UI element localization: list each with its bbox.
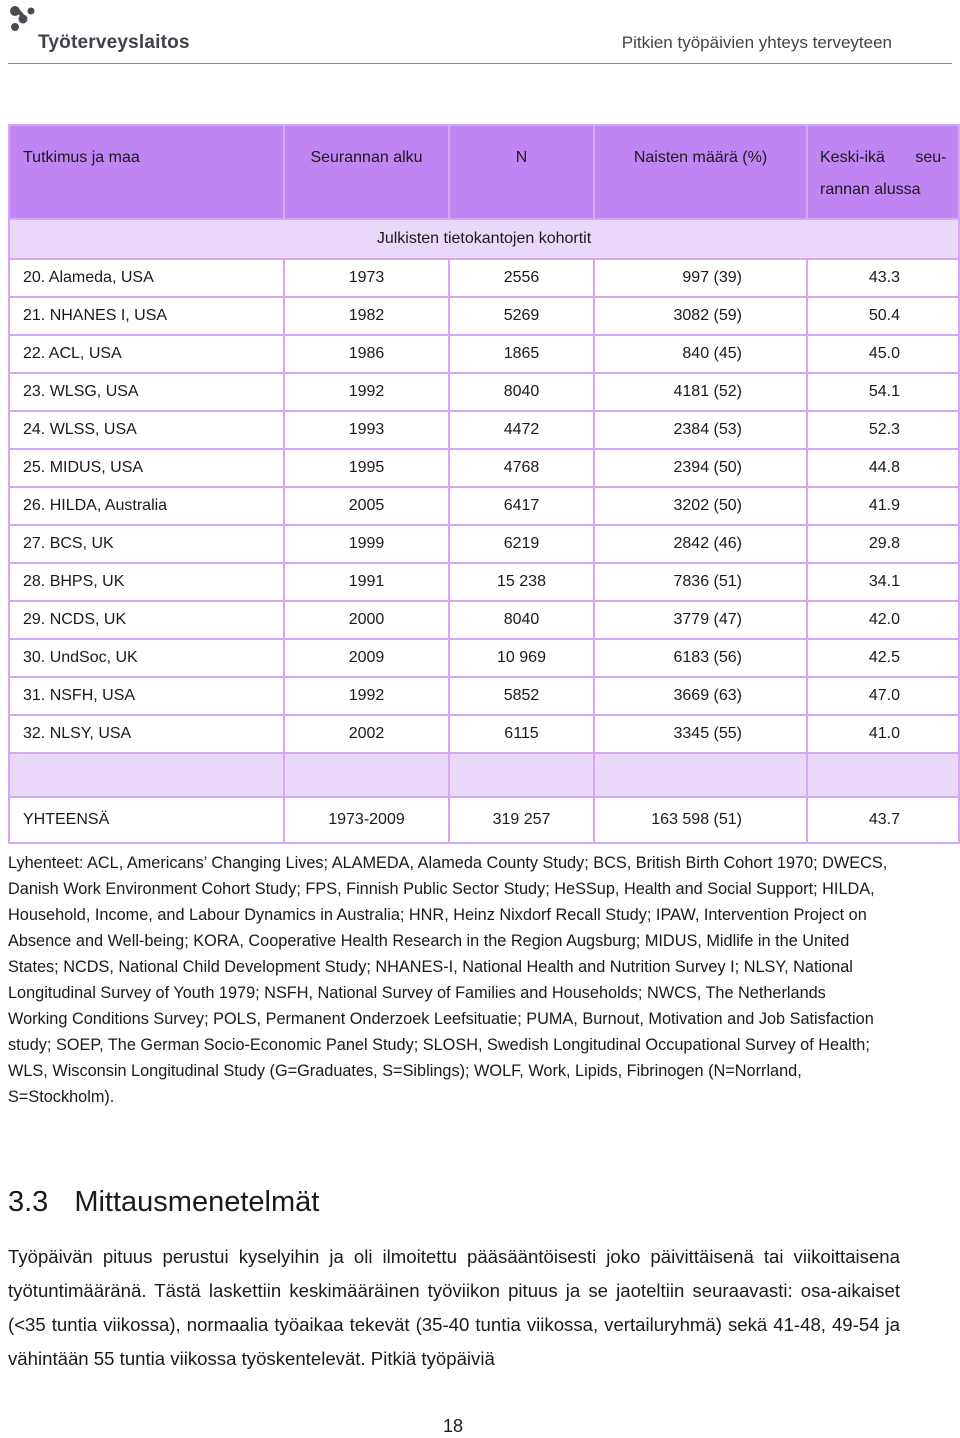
women-count: 997 (39) (594, 259, 807, 297)
table-row (9, 563, 959, 601)
mean-age: 42.0 (807, 601, 959, 639)
n-value: 8040 (449, 601, 594, 639)
table-total-row (9, 797, 959, 843)
column-header-women: Naisten määrä (%) (594, 125, 807, 219)
table-row (9, 715, 959, 753)
women-count: 840 (45) (594, 335, 807, 373)
n-value: 10 969 (449, 639, 594, 677)
n-value: 5852 (449, 677, 594, 715)
n-value: 6115 (449, 715, 594, 753)
section-heading (8, 1186, 319, 1219)
table-row (9, 373, 959, 411)
column-header-study: Tutkimus ja maa (9, 125, 284, 219)
section-label: Julkisten tietokantojen kohortit (9, 219, 959, 259)
n-value: 2556 (449, 259, 594, 297)
total-label: YHTEENSÄ (9, 797, 284, 843)
mean-age: 42.5 (807, 639, 959, 677)
n-value: 4768 (449, 449, 594, 487)
women-count: 3669 (63) (594, 677, 807, 715)
section-title: Mittausmenetelmät (74, 1186, 320, 1218)
followup-start: 1995 (284, 449, 449, 487)
women-count: 2842 (46) (594, 525, 807, 563)
logo (6, 2, 196, 58)
table-body (9, 259, 959, 753)
followup-start: 2000 (284, 601, 449, 639)
mean-age: 45.0 (807, 335, 959, 373)
study-name: 24. WLSS, USA (9, 411, 284, 449)
followup-start: 2002 (284, 715, 449, 753)
followup-start: 1993 (284, 411, 449, 449)
study-name: 26. HILDA, Australia (9, 487, 284, 525)
total-n: 319 257 (449, 797, 594, 843)
followup-start: 1992 (284, 677, 449, 715)
n-value: 4472 (449, 411, 594, 449)
mean-age: 47.0 (807, 677, 959, 715)
column-header-mean-age (807, 125, 959, 219)
women-count: 3082 (59) (594, 297, 807, 335)
women-count: 4181 (52) (594, 373, 807, 411)
table-row (9, 259, 959, 297)
study-name: 27. BCS, UK (9, 525, 284, 563)
followup-start: 2009 (284, 639, 449, 677)
mean-age: 34.1 (807, 563, 959, 601)
women-count: 3345 (55) (594, 715, 807, 753)
followup-start: 1999 (284, 525, 449, 563)
study-name: 28. BHPS, UK (9, 563, 284, 601)
column-header-followup-start: Seurannan alku (284, 125, 449, 219)
cohort-table (8, 124, 960, 844)
followup-start: 1986 (284, 335, 449, 373)
women-count: 3779 (47) (594, 601, 807, 639)
total-mean-age: 43.7 (807, 797, 959, 843)
study-name: 20. Alameda, USA (9, 259, 284, 297)
page-number: 18 (442, 1416, 464, 1436)
table-row (9, 677, 959, 715)
mean-age: 29.8 (807, 525, 959, 563)
n-value: 5269 (449, 297, 594, 335)
table-row (9, 449, 959, 487)
study-name: 21. NHANES I, USA (9, 297, 284, 335)
total-followup-start: 1973-2009 (284, 797, 449, 843)
header-divider (8, 63, 952, 64)
column-header-n: N (449, 125, 594, 219)
abbreviations-note: Lyhenteet: ACL, Americans’ Changing Lives; ALAMEDA, Alameda County Study; BCS, British Birth Cohort 1970; DWECS, Danish Work Environment Cohort Study; FPS, Finnish Public Sector Study; HeSSup, Health and Social Support; HILDA, Household, Income, and Labour Dynamics in Australia; HNR, Heinz Nixdorf Recall Study; IPAW, Intervention Project on Absence and Well-being; KORA, Cooperative Health Research in the Region Augsburg; MIDUS, Midlife in the United States; NCDS, National Child Development Study; NHANES-I, National Health and Nutrition Survey I; NLSY, National Longitudinal Survey of Youth 1979; NSFH, National Survey of Families and Households; NWCS, The Netherlands Working Conditions Survey; POLS, Permanent Onderzoek Leefsituatie; PUMA, Burnout, Motivation and Job Satisfaction study; SOEP, The German Socio-Economic Panel Study; SLOSH, Swedish Longitudinal Occupational Survey of Health; WLS, Wisconsin Longitudinal Study (G=Graduates, S=Siblings); WOLF, Work, Lipids, Fibrinogen (N=Norrland, S=Stockholm). (8, 854, 888, 1106)
study-name: 22. ACL, USA (9, 335, 284, 373)
table-row (9, 601, 959, 639)
study-name: 25. MIDUS, USA (9, 449, 284, 487)
mean-age: 50.4 (807, 297, 959, 335)
table-row (9, 335, 959, 373)
table-row (9, 411, 959, 449)
followup-start: 1982 (284, 297, 449, 335)
page-header (0, 0, 960, 62)
women-count: 3202 (50) (594, 487, 807, 525)
followup-start: 2005 (284, 487, 449, 525)
table-header-row (9, 125, 959, 219)
n-value: 8040 (449, 373, 594, 411)
mean-age: 52.3 (807, 411, 959, 449)
women-count: 2384 (53) (594, 411, 807, 449)
mean-age: 43.3 (807, 259, 959, 297)
mean-age: 54.1 (807, 373, 959, 411)
column-header-mean-age-line1: Keski-ikä seu- (820, 149, 947, 166)
study-name: 30. UndSoc, UK (9, 639, 284, 677)
followup-start: 1991 (284, 563, 449, 601)
table-row (9, 297, 959, 335)
n-value: 1865 (449, 335, 594, 373)
body-paragraph: Työpäivän pituus perustui kyselyihin ja oli ilmoitettu pääsääntöisesti joko päivittäisenä tai viikoittaisena työtuntimääränä. Tästä laskettiin keskimääräinen työviikon pituus ja se jaoteltiin seuraavasti: osa-aikaiset (<35 tuntia viikossa), normaalia työaikaa tekevät (35-40 tuntia viikossa, vertailuryhmä) sekä 41-48, 49-54 ja vähintään 55 tuntia viikossa työskentelevät. Pitkiä työpäiviä (8, 1246, 900, 1369)
study-name: 23. WLSG, USA (9, 373, 284, 411)
column-header-mean-age-line2: rannan alussa (820, 181, 921, 198)
table-section-row (9, 219, 959, 259)
table-spacer-row (9, 753, 959, 797)
followup-start: 1973 (284, 259, 449, 297)
table-row (9, 639, 959, 677)
study-name: 31. NSFH, USA (9, 677, 284, 715)
running-header-title: Pitkien työpäivien yhteys terveyteen (621, 33, 892, 52)
n-value: 15 238 (449, 563, 594, 601)
mean-age: 41.9 (807, 487, 959, 525)
women-count: 2394 (50) (594, 449, 807, 487)
table-row (9, 487, 959, 525)
women-count: 6183 (56) (594, 639, 807, 677)
women-count: 7836 (51) (594, 563, 807, 601)
logo-text: Työterveyslaitos (38, 32, 190, 53)
total-women: 163 598 (51) (594, 797, 807, 843)
section-number: 3.3 (8, 1186, 49, 1218)
n-value: 6219 (449, 525, 594, 563)
study-name: 32. NLSY, USA (9, 715, 284, 753)
followup-start: 1992 (284, 373, 449, 411)
n-value: 6417 (449, 487, 594, 525)
mean-age: 41.0 (807, 715, 959, 753)
study-name: 29. NCDS, UK (9, 601, 284, 639)
table-row (9, 525, 959, 563)
mean-age: 44.8 (807, 449, 959, 487)
